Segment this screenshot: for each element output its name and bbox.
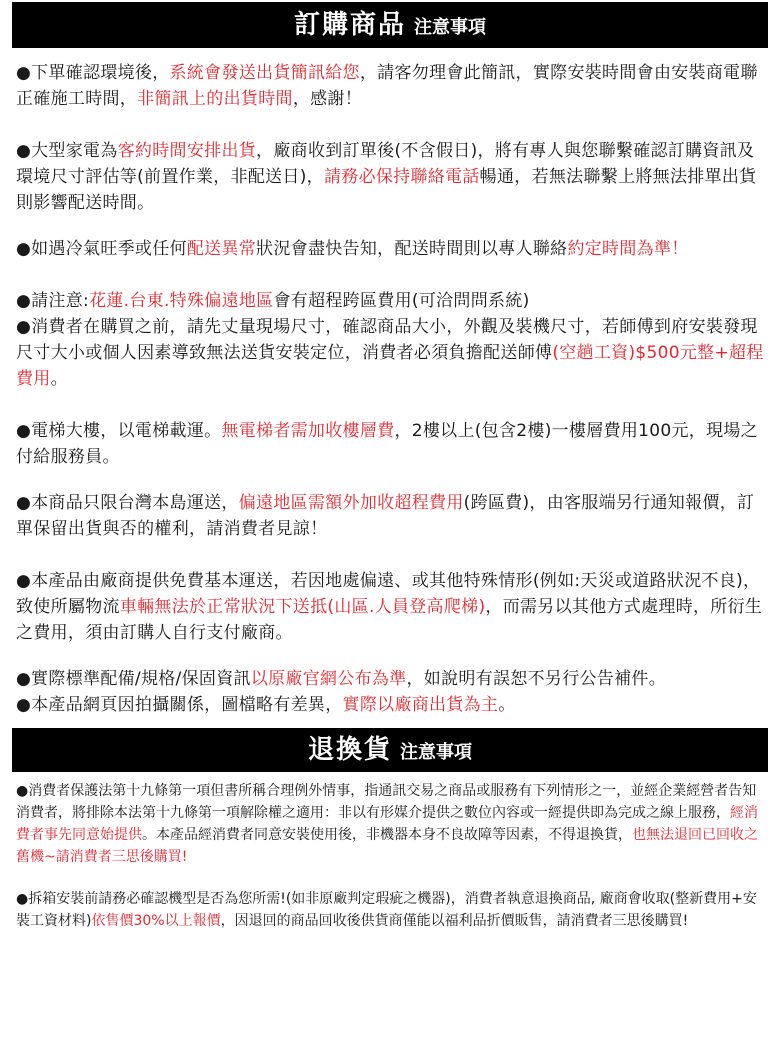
highlight-text: 花蓮.台東.特殊偏遠地區	[89, 291, 274, 311]
order-item	[16, 288, 766, 314]
body-text: 。	[50, 369, 68, 389]
body-text: 會有超程跨區費用(可洽問問系統)	[273, 291, 530, 311]
highlight-text: 非簡訊上的出貨時間	[137, 89, 293, 109]
order-item	[16, 138, 766, 216]
highlight-text: 請務必保持聯絡電話	[323, 167, 480, 187]
body-text: ●實際標準配備/規格/保固資訊	[16, 669, 251, 689]
body-text: 。本產品經消費者同意安裝使用後，非機器本身不良故障等因素，不得退換貨，	[142, 827, 632, 843]
order-notice-title: 訂購商品	[293, 10, 406, 40]
body-text: ，2樓以上(包含2樓)一樓層費用100元，現場之付給服務員。	[16, 421, 758, 467]
order-item	[16, 314, 766, 392]
body-text: 。	[498, 695, 516, 715]
body-text: ●本產品由廠商提供免費基本運送，若因地處偏遠、或其他特殊情形(例如:天災或道路狀況不良)，致使所屬物流	[16, 571, 761, 617]
body-text: ●消費者在購買之前，請先丈量現場尺寸，確認商品大小，外觀及裝機尺寸，若師傅到府安裝發現尺寸大小或個人因素導致無法送貨安裝定位，消費者必須負擔配送師傅	[16, 317, 758, 363]
body-text: 狀況會盡快告知，配送時間則以專人聯絡	[256, 239, 568, 259]
body-text: ●本產品網頁因拍攝關係，圖檔略有差異，	[16, 695, 343, 715]
body-text: ●消費者保護法第十九條第一項但書所稱合理例外情事，指通訊交易之商品或服務有下列情形之一，並經企業經營者告知消費者，將排除本法第十九條第一項解除權之適用：非以有形媒介提供之數位內容或一經提供即為完成之線上服務，	[16, 783, 757, 821]
highlight-text: 經消費者事先同意始提供	[16, 805, 758, 843]
highlight-text: 也無法退回已回收之舊機~請消費者三思後購買!	[16, 827, 758, 865]
order-notice-section	[0, 48, 780, 728]
highlight-text: 約定時間為準！	[567, 239, 689, 259]
body-text: ，因退回的商品回收後供貨商僅能以福利品折價販售，請消費者三思後購買!	[220, 913, 689, 929]
body-text: ，如說明有誤恕不另行公告補件。	[406, 669, 666, 689]
order-item	[16, 236, 766, 262]
body-text: ●請注意:	[16, 291, 90, 311]
body-text: ●下單確認環境後，	[16, 63, 170, 83]
highlight-text: 車輛無法於正常狀況下送抵(山區.人員登高爬梯)	[119, 597, 486, 617]
return-item	[16, 888, 766, 932]
body-text: ●如遇冷氣旺季或任何	[16, 239, 187, 259]
returns-notice-subtitle: 注意事項	[400, 742, 472, 763]
order-notice-subtitle: 注意事項	[414, 17, 486, 38]
body-text: ，感謝！	[292, 89, 363, 109]
highlight-text: 配送異常	[186, 239, 257, 259]
returns-notice-header	[12, 728, 768, 772]
returns-notice-section	[0, 772, 780, 932]
body-text: ●拆箱安裝前請務必確認機型是否為您所需!(如非原廠判定瑕疵之機器)，消費者執意退換商品, 廠商會收取(整新費用+安裝工資材料)	[16, 891, 757, 929]
highlight-text: 以原廠官網公布為準	[250, 669, 407, 689]
highlight-text: 依售價30%以上報價	[91, 913, 221, 929]
order-item	[16, 418, 766, 470]
highlight-text: 無電梯者需加收樓層費	[221, 421, 395, 441]
order-item	[16, 60, 766, 112]
highlight-text: 偏遠地區需額外加收超程費用	[238, 493, 464, 513]
order-item	[16, 568, 766, 646]
highlight-text: (空趟工資)$500元整+超程費用	[16, 343, 764, 389]
body-text: (跨區費)，由客服端另行通知報價，訂單保留出貨與否的權利，請消費者見諒！	[16, 493, 755, 539]
returns-notice-title: 退換貨	[307, 735, 392, 765]
return-item	[16, 780, 766, 868]
body-text: ●本商品只限台灣本島運送，	[16, 493, 239, 513]
highlight-text: 客約時間安排出貨	[117, 141, 257, 161]
body-text: ●電梯大樓，以電梯載運。	[16, 421, 222, 441]
highlight-text: 系統會發送出貨簡訊給您	[169, 63, 360, 83]
order-notice-header	[12, 2, 768, 48]
body-text: ，而需另以其他方式處理時，所衍生之費用，須由訂購人自行支付廠商。	[16, 597, 763, 643]
highlight-text: 實際以廠商出貨為主	[342, 695, 499, 715]
body-text: ，請客勿理會此簡訊，實際安裝時間會由安裝商電聯正確施工時間，	[16, 63, 758, 109]
order-item	[16, 666, 766, 692]
order-item	[16, 490, 766, 542]
body-text: ，廠商收到訂單後(不含假日)，將有專人與您聯繫確認訂購資訊及環境尺寸評估等(前置作業，非配送日)，	[16, 141, 755, 187]
product-notice-page	[0, 2, 780, 1046]
body-text: ●大型家電為	[16, 141, 118, 161]
order-item	[16, 692, 766, 718]
body-text: 暢通，若無法聯繫上將無法排單出貨則影響配送時間。	[16, 167, 757, 213]
